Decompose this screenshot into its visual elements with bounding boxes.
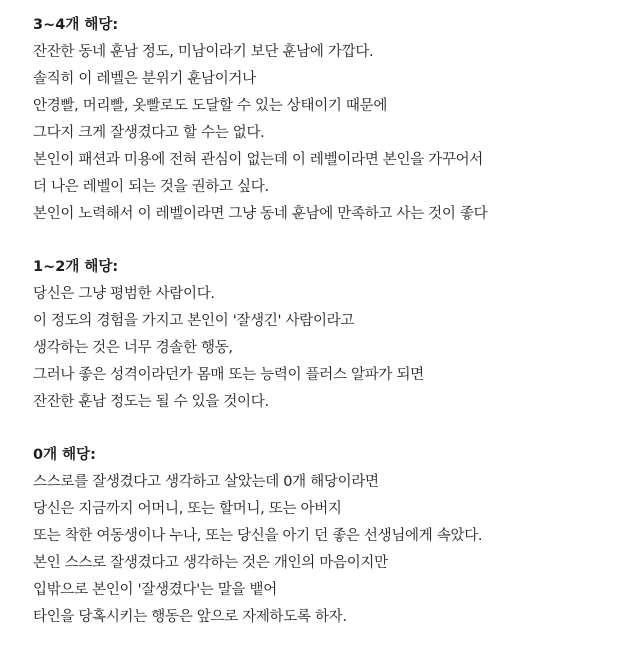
text-line: 그러나 좋은 성격이라던가 몸매 또는 능력이 플러스 알파가 되면 [33, 367, 424, 383]
text-line: 스스로를 잘생겼다고 생각하고 살았는데 0개 해당이라면 [33, 474, 379, 490]
text-line: 본인이 패션과 미용에 전혀 관심이 없는데 이 레벨이라면 본인을 가꾸어서 [33, 152, 483, 168]
text-line: 이 정도의 경험을 가지고 본인이 '잘생긴' 사람이라고 [33, 313, 355, 329]
section-heading: 3~4개 해당: [33, 17, 119, 33]
text-line: 안경빨, 머리빨, 옷빨로도 도달할 수 있는 상태이기 때문에 [33, 98, 388, 114]
text-line: 잔잔한 훈남 정도는 될 수 있을 것이다. [33, 394, 269, 410]
text-line: 타인을 당혹시키는 행동은 앞으로 자제하도록 하자. [33, 609, 347, 625]
text-line: 더 나은 레벨이 되는 것을 권하고 싶다. [33, 179, 269, 195]
text-line: 당신은 그냥 평범한 사람이다. [33, 286, 215, 302]
text-line: 솔직히 이 레벨은 분위기 훈남이거나 [33, 71, 256, 87]
text-line: 잔잔한 동네 훈남 정도, 미남이라기 보단 훈남에 가깝다. [33, 44, 374, 60]
section-3-4 [33, 12, 623, 228]
section-0 [33, 442, 623, 631]
text-line: 입밖으로 본인이 '잘생겼다'는 말을 뱉어 [33, 582, 277, 598]
text-line: 본인이 노력해서 이 레벨이라면 그냥 동네 훈남에 만족하고 사는 것이 좋다 [33, 206, 488, 222]
text-line: 그다지 크게 잘생겼다고 할 수는 없다. [33, 125, 265, 141]
text-line: 본인 스스로 잘생겼다고 생각하는 것은 개인의 마음이지만 [33, 555, 388, 571]
section-1-2 [33, 254, 623, 416]
text-line: 생각하는 것은 너무 경솔한 행동, [33, 340, 233, 356]
text-line: 또는 착한 여동생이나 누나, 또는 당신을 아기 던 좋은 선생님에게 속았다. [33, 528, 483, 544]
section-heading: 0개 해당: [33, 447, 96, 463]
text-line: 당신은 지금까지 어머니, 또는 할머니, 또는 아버지 [33, 501, 342, 517]
section-heading: 1~2개 해당: [33, 259, 119, 275]
document-body [33, 12, 623, 631]
